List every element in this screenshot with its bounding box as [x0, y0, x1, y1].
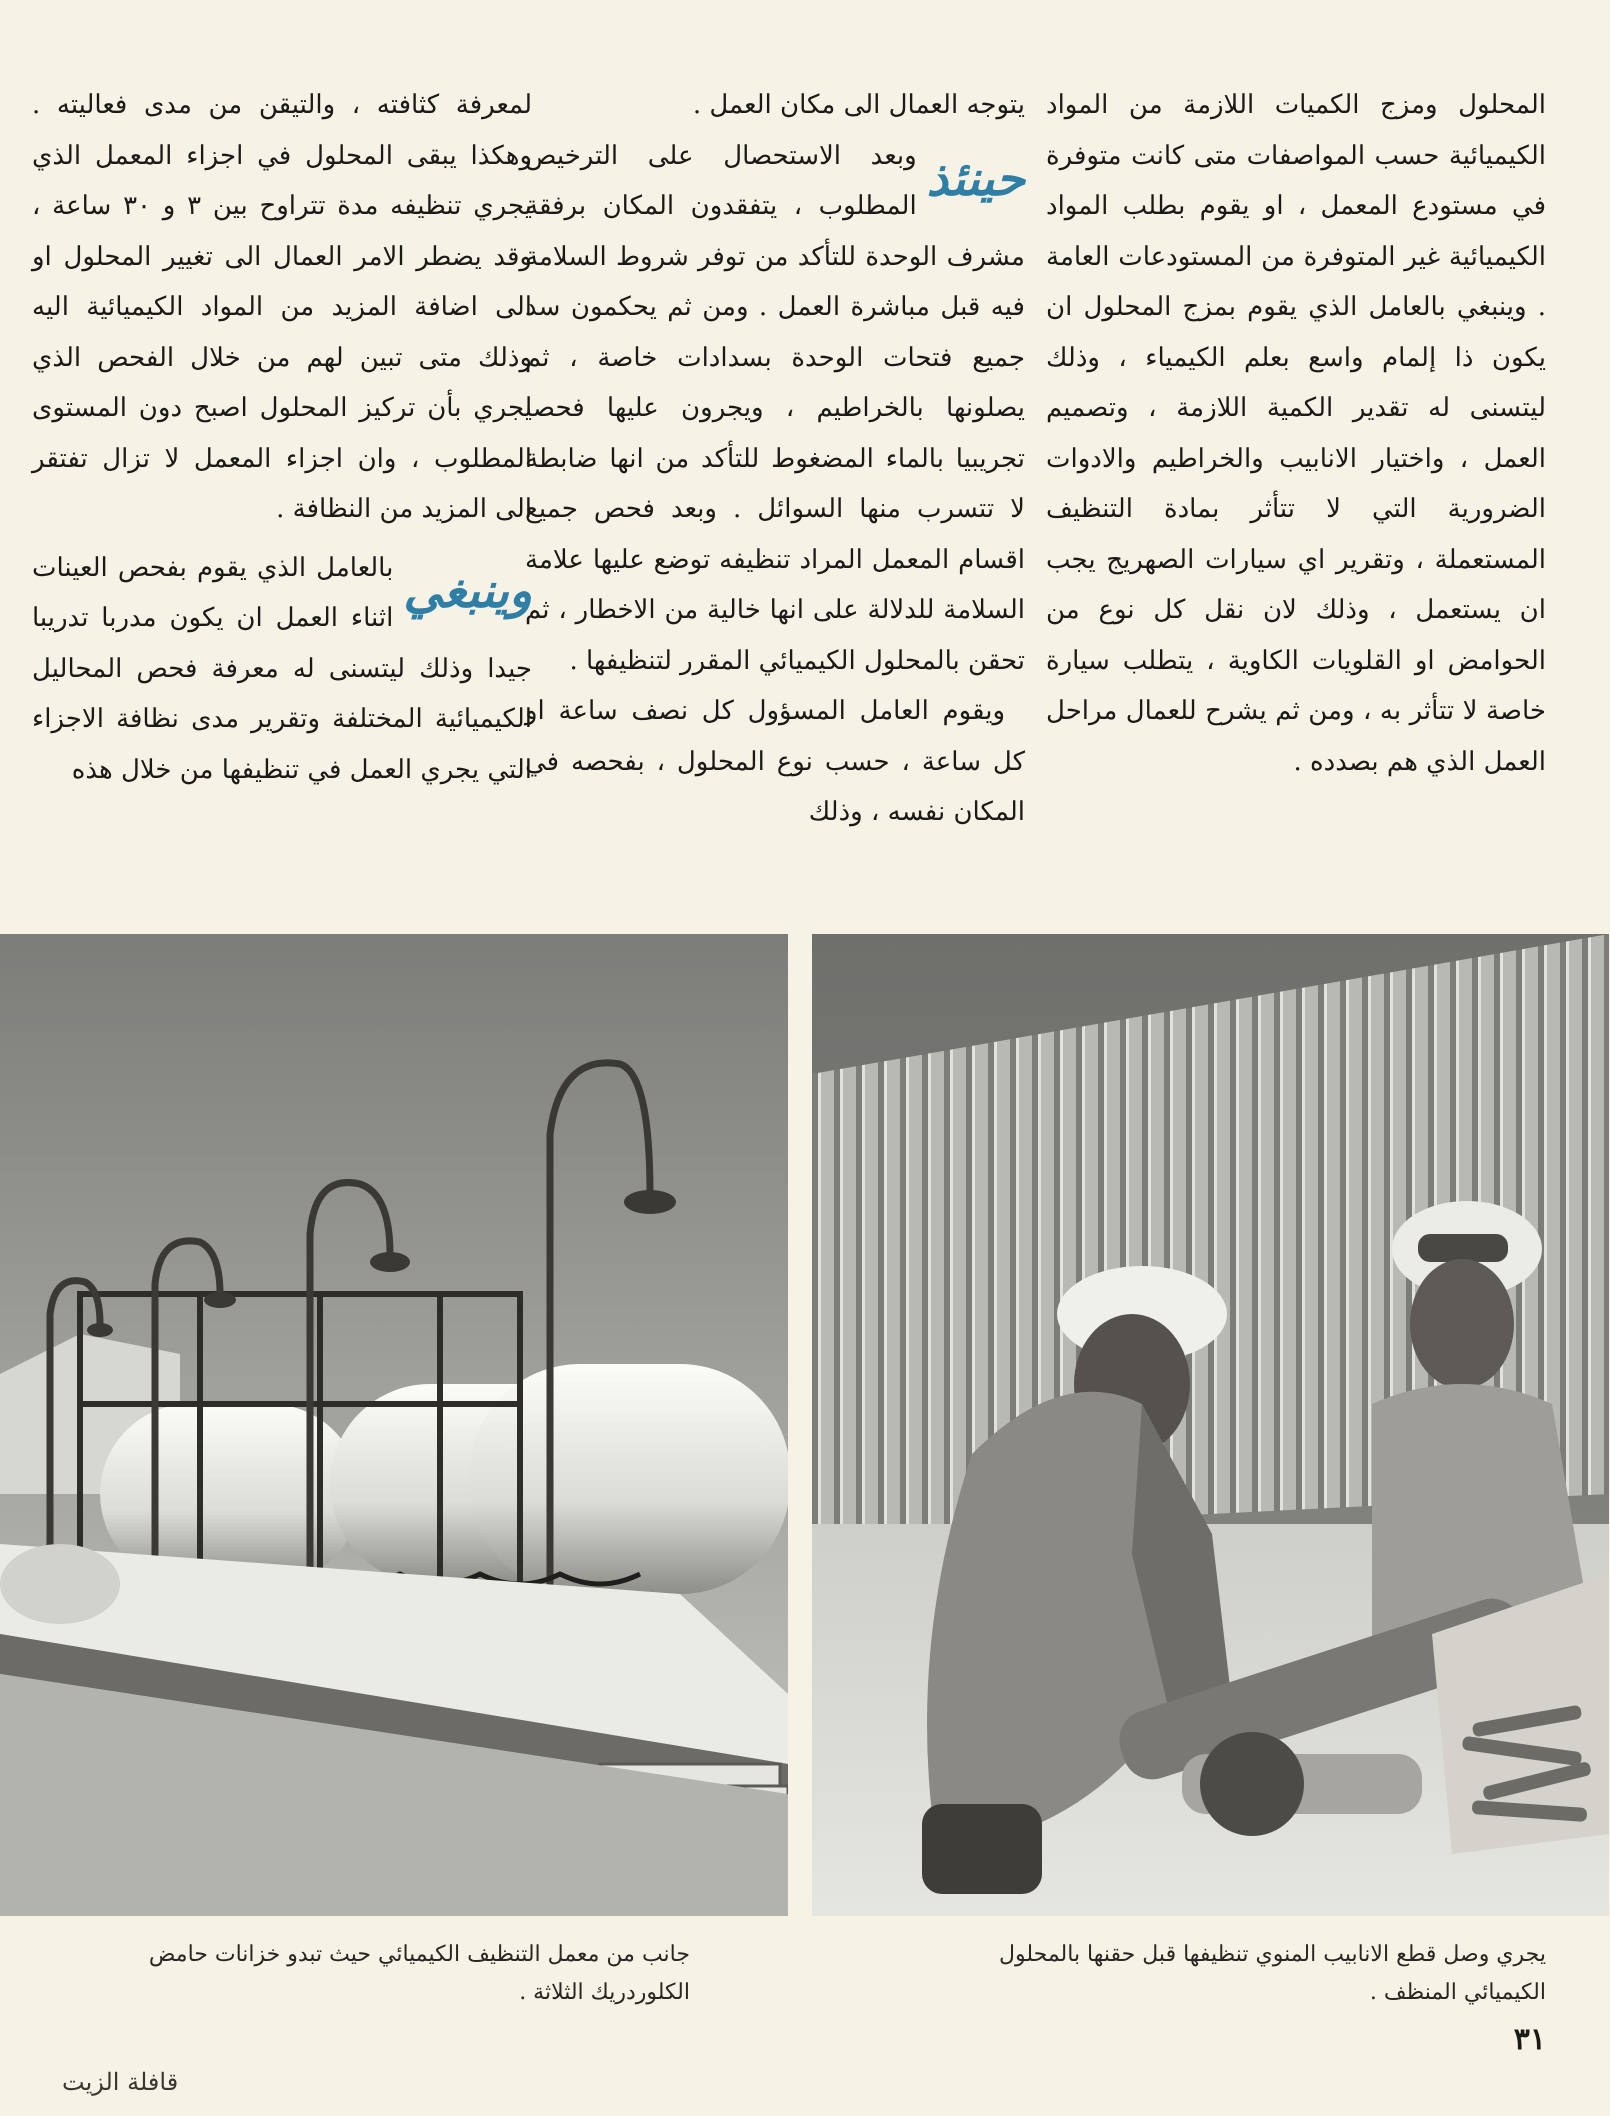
- caption-right-photo: يجري وصل قطع الانابيب المنوي تنظيفها قبل حقنها بالمحلول الكيميائي المنظف .: [998, 1942, 1546, 2005]
- photo-workers-connecting-pipes: [812, 934, 1609, 1916]
- column-1-paragraph: المحلول ومزج الكميات اللازمة من المواد الكيميائية حسب المواصفات متى كانت متوفرة في مستودع المعمل ، او يقوم بطلب المواد الكيميائية غير المتوفرة من المستودعات العامة . وينبغي بالعامل الذي يقوم بمزج المحلول ان يكون ذا إلمام واسع بعلم الكيمياء ، وذلك ليتسنى له تقدير الكمية اللازمة ، وتصميم العمل ، واختيار الانابيب والخراطيم والادوات الضرورية التي لا تتأثر بمادة التنظيف المستعملة ، وتقرير اي سيارات الصهريج يجب ان يستعمل ، وذلك لان نقل كل نوع من الحوامض او القلويات الكاوية ، يتطلب سيارة خاصة لا تتأثر به ، ومن ثم يشرح للعمال مراحل العمل الذي هم بصدده .: [1046, 90, 1546, 777]
- page-number: ٣١: [1513, 2022, 1546, 2057]
- column-3-paragraph-1: لمعرفة كثافته ، والتيقن من مدى فعاليته . وهكذا يبقى المحلول في اجزاء المعمل الذي يجري تنظيفه مدة تتراوح بين ٣ و ٣٠ ساعة ، وقد يضطر الامر العمال الى تغيير المحلول او الى اضافة المزيد من المواد الكيميائية اليه وذلك متى تبين لهم من خلال الفحص الذي يجري بأن تركيز المحلول اصبح دون المستوى المطلوب ، وان اجزاء المعمل لا تزال تفتقر الى المزيد من النظافة .: [32, 90, 532, 524]
- workers-photo-illustration: [812, 934, 1609, 1916]
- plant-photo-illustration: [0, 934, 788, 1916]
- text-column-2: [525, 80, 1025, 838]
- text-column-3: [32, 80, 532, 795]
- column-2-paragraph-2: [525, 131, 1025, 687]
- column-2-opening-line: يتوجه العمال الى مكان العمل .: [692, 90, 1025, 120]
- column-3-paragraph-2-text: بالعامل الذي يقوم بفحص العينات اثناء العمل ان يكون مدربا تدريبا جيدا وذلك ليتسنى له معرفة فحص المحاليل الكيميائية المختلفة وتقرير مدى نظافة الاجزاء التي يجري العمل في تنظيفها من خلال هذه: [32, 552, 532, 785]
- text-column-1: [1046, 80, 1546, 787]
- caption-left-photo: جانب من معمل التنظيف الكيميائي حيث تبدو خزانات حامض الكلوردريك الثلاثة .: [148, 1942, 690, 2005]
- column-2-paragraph-3: ويقوم العامل المسؤول كل نصف ساعة او كل ساعة ، حسب نوع المحلول ، بفحصه في المكان نفسه ، وذلك: [525, 696, 1025, 827]
- magazine-footer-title: قافلة الزيت: [62, 2068, 179, 2096]
- lead-word-should: وينبغي: [403, 562, 532, 619]
- lead-word-then: حينئذ: [926, 150, 1025, 207]
- column-2-paragraph-2-text: وبعد الاستحصال على الترخيص المطلوب ، يتفقدون المكان برفقة مشرف الوحدة للتأكد من توفر شروط السلامة فيه قبل مباشرة العمل . ومن ثم يحكمون سد جميع فتحات الوحدة بسدادات خاصة ، ثم يصلونها بالخراطيم ، ويجرون عليها فحصا تجريبيا بالماء المضغوط للتأكد من انها ضابطة لا تتسرب منها السوائل . وبعد فحص جميع اقسام المعمل المراد تنظيفه توضع عليها علامة السلامة للدلالة على انها خالية من الاخطار ، ثم تحقن بالمحلول الكيميائي المقرر لتنظيفها .: [525, 140, 1025, 676]
- column-3-paragraph-2: [32, 543, 532, 796]
- photo-chemical-cleaning-plant: [0, 934, 788, 1916]
